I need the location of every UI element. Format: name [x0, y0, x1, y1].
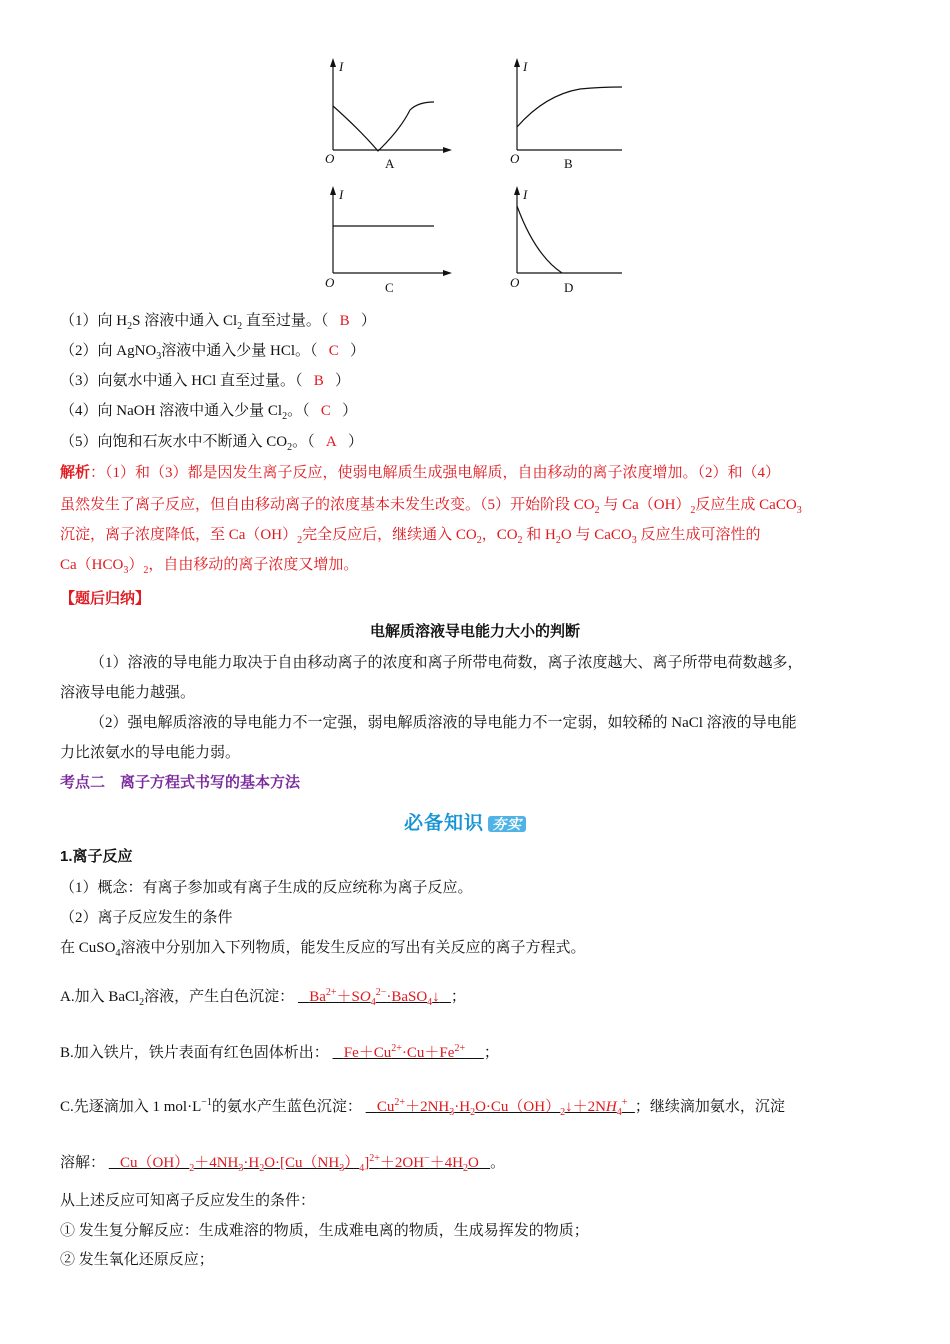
analysis-line-1: 解析：（1）和（3）都是因发生离子反应，使弱电解质生成强电解质，自由移动的离子浓度增加。（2）和（4） [60, 464, 781, 481]
intro-line: 在 CuSO$_4$溶液中分别加入下列物质，能发生反应的写出有关反应的离子方程式。 [60, 940, 586, 959]
conclusion-1: ① 发生复分解反应：生成难溶的物质，生成难电离的物质，生成易挥发的物质； [60, 1223, 589, 1239]
graph-d-curve [517, 206, 562, 273]
analysis-line-2: 虽然发生了离子反应，但自由移动离子的浓度基本未发生改变。（5）开始阶段 $CO_2$ 与 $Ca(OH)_2$反应生成 CaCO$_3$ [60, 497, 802, 516]
reaction-d: 溶解： $Cu(OH)_2+4NH_3\cdot H_2O\cdot[Cu(NH_3)_4]^{2+}+2OH^-+4H_2O$ 。 [60, 1153, 506, 1174]
section-heading: 考点二 离子方程式书写的基本方法 [60, 774, 301, 791]
conclusion-2: ② 发生氧化还原反应； [60, 1252, 214, 1268]
summary-p2-a: （2）强电解质溶液的导电能力不一定强，弱电解质溶液的导电能力不一定弱，如较稀的 NaCl 溶液的导电能 [90, 715, 797, 731]
summary-p1-b: 溶液导电能力越强。 [60, 685, 196, 701]
question-4: （4）向 NaOH 溶液中通入少量 $Cl_2$。（ C ） [60, 403, 358, 422]
reaction-c-answer: $Cu^{2+}+2NH_3\cdot H_2O\cdot Cu(OH)_2↓+2NH_4^+$ [376, 1097, 628, 1118]
conclusion-intro: 从上述反应可知离子反应发生的条件： [60, 1193, 316, 1209]
answer-1: B [339, 313, 350, 329]
reaction-b-answer: $Fe+Cu^{2+}\cdot Cu+Fe^{2+}$ [343, 1043, 466, 1061]
graph-d-origin: O [510, 275, 520, 290]
graph-c-y-label: I [339, 187, 344, 202]
question-3: （3）向氨水中通入 HCl 直至过量。（ B ） [60, 373, 351, 389]
graph-c-origin: O [325, 275, 335, 290]
summary-title: 电解质溶液导电能力大小的判断 [369, 623, 580, 640]
question-5: （5）向饱和石灰水中不断通入 $CO_2$。（ A ） [60, 434, 363, 453]
analysis-line-3: 沉淀，离子浓度降低，至 $Ca(OH)_2$完全反应后，继续通入 $CO_2$，$CO_2$ 和 $H_2O$ 与 CaCO$_3$ 反应生成可溶性的 [60, 527, 761, 546]
answer-3: B [313, 373, 324, 389]
graph-b-curve [517, 87, 622, 127]
knowledge-badge: 必备知识 夯实 [404, 808, 526, 835]
graph-c-label: C [385, 280, 394, 295]
graph-a-label: A [385, 156, 395, 171]
answer-5: A [325, 434, 337, 450]
graph-a-origin: O [325, 151, 335, 166]
reaction-a-answer: $Ba^{2+}+SO_4^{2-}\cdot BaSO_4↓$ [309, 987, 440, 1008]
question-1: （1）向 $H_2S$ 溶液中通入 $Cl_2$ 直至过量。（ B ） [60, 313, 376, 332]
concept-line: （1）概念：有离子参加或有离子生成的反应统称为离子反应。 [60, 880, 473, 896]
question-2: （2）向 AgNO$_3$溶液中通入少量 HCl。（ C ） [60, 343, 366, 362]
condition-line: （2）离子反应发生的条件 [60, 910, 233, 926]
graph-a-y-label: I [339, 59, 344, 74]
item-1-heading: 1.离子反应 [60, 848, 133, 865]
reaction-a: A.加入 BaCl$_2$溶液，产生白色沉淀： $Ba^{2+}+SO_4^{2-}\cdot BaSO_4↓$ ； [60, 987, 466, 1008]
graph-b-origin: O [510, 151, 520, 166]
summary-p2-b: 力比浓氨水的导电能力弱。 [60, 745, 241, 761]
summary-tag: 【题后归纳】 [60, 590, 151, 607]
analysis-line-4: $Ca(HCO_3)_2$，自由移动的离子浓度又增加。 [60, 557, 359, 576]
graph-a-curve [333, 102, 434, 151]
graph-d-label: D [564, 280, 574, 295]
graph-b-label: B [564, 156, 573, 171]
reaction-c: C.先逐滴加入 1 $mol\cdot L^{-1}$的氨水产生蓝色沉淀： $Cu^{2+}+2NH_3\cdot H_2O\cdot Cu(OH)_2↓+2NH_4^+$ ；继续滴加氨水，沉淀 [60, 1097, 785, 1118]
reaction-b: B.加入铁片，铁片表面有红色固体析出： $Fe+Cu^{2+}\cdot Cu+Fe^{2+}$ ； [60, 1043, 499, 1061]
summary-p1-a: （1）溶液的导电能力取决于自由移动离子的浓度和离子所带电荷数，离子浓度越大、离子所带电荷数越多， [90, 655, 803, 671]
current-graphs [0, 0, 950, 300]
answer-2: C [328, 343, 339, 359]
answer-4: C [320, 403, 331, 419]
graph-d-y-label: I [523, 187, 528, 202]
graph-b-y-label: I [523, 59, 528, 74]
reaction-d-answer: $Cu(OH)_2+4NH_3\cdot H_2O\cdot[Cu(NH_3)_4]^{2+}+2OH^-+4H_2O$ [120, 1153, 479, 1174]
